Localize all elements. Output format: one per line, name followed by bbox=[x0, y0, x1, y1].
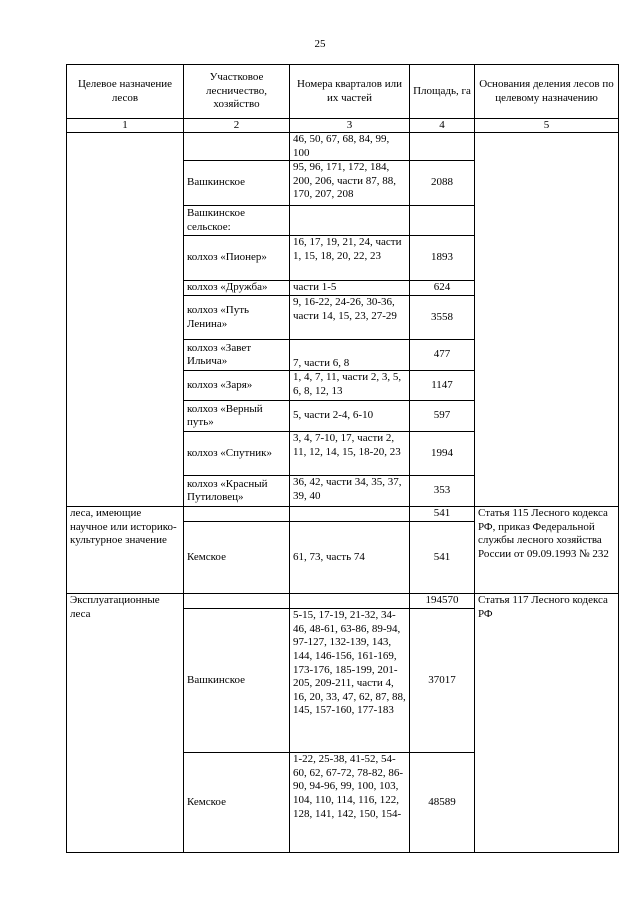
forestry-cell: колхоз «Верный путь» bbox=[184, 401, 290, 432]
area-cell: 1147 bbox=[410, 371, 475, 401]
quarters-cell bbox=[290, 507, 410, 522]
quarters-cell: 9, 16-22, 24-26, 30-36, части 14, 15, 23, 27-29 bbox=[290, 296, 410, 340]
header-forestry: Участковое лесничество, хозяйство bbox=[184, 65, 290, 119]
header-quarters: Номера кварталов или их частей bbox=[290, 65, 410, 119]
forestry-cell: Вашкинское сельское: bbox=[184, 206, 290, 236]
basis-cell-continued bbox=[475, 133, 619, 507]
forestry-cell: колхоз «Заря» bbox=[184, 371, 290, 401]
area-cell: 1994 bbox=[410, 432, 475, 476]
purpose-cell: Эксплуатационные леса bbox=[67, 594, 184, 853]
forest-purpose-table bbox=[66, 64, 619, 853]
column-number: 3 bbox=[290, 119, 410, 133]
forestry-cell: колхоз «Спутник» bbox=[184, 432, 290, 476]
forestry-cell bbox=[184, 507, 290, 522]
forestry-cell: колхоз «Пионер» bbox=[184, 236, 290, 281]
quarters-cell: 3, 4, 7-10, 17, части 2, 11, 12, 14, 15, 18-20, 23 bbox=[290, 432, 410, 476]
forestry-cell bbox=[184, 133, 290, 161]
area-cell: 1893 bbox=[410, 236, 475, 281]
header-row bbox=[67, 65, 619, 119]
header-basis: Основания деления лесов по целевому назначению bbox=[475, 65, 619, 119]
purpose-cell-continued bbox=[67, 133, 184, 507]
area-cell: 477 bbox=[410, 340, 475, 371]
quarters-cell: 16, 17, 19, 21, 24, части 1, 15, 18, 20, 22, 23 bbox=[290, 236, 410, 281]
purpose-cell: леса, имеющие научное или историко-культурное значение bbox=[67, 507, 184, 594]
forestry-cell: Кемское bbox=[184, 522, 290, 594]
quarters-cell: 1, 4, 7, 11, части 2, 3, 5, 6, 8, 12, 13 bbox=[290, 371, 410, 401]
page-number: 25 bbox=[314, 38, 326, 50]
area-cell: 353 bbox=[410, 476, 475, 507]
area-cell: 37017 bbox=[410, 609, 475, 753]
area-total-cell: 194570 bbox=[410, 594, 475, 609]
area-cell bbox=[410, 133, 475, 161]
table-row bbox=[67, 507, 619, 522]
area-cell: 2088 bbox=[410, 161, 475, 206]
forestry-cell: колхоз «Дружба» bbox=[184, 281, 290, 296]
basis-cell: Статья 117 Лесного кодекса РФ bbox=[475, 594, 619, 853]
area-cell: 3558 bbox=[410, 296, 475, 340]
column-number: 4 bbox=[410, 119, 475, 133]
area-total-cell: 541 bbox=[410, 507, 475, 522]
quarters-cell bbox=[290, 594, 410, 609]
forestry-cell: Кемское bbox=[184, 753, 290, 853]
quarters-cell: части 1-5 bbox=[290, 281, 410, 296]
quarters-cell: 1-22, 25-38, 41-52, 54-60, 62, 67-72, 78-82, 86-90, 94-96, 99, 100, 103, 104, 110, 114, 116, 122, 128, 141, 142, 150, 154- bbox=[290, 753, 410, 853]
column-number-row bbox=[67, 119, 619, 133]
quarters-cell: 36, 42, части 34, 35, 37, 39, 40 bbox=[290, 476, 410, 507]
forestry-cell: колхоз «Завет Ильича» bbox=[184, 340, 290, 371]
area-cell: 48589 bbox=[410, 753, 475, 853]
quarters-cell bbox=[290, 206, 410, 236]
table-row bbox=[67, 594, 619, 609]
area-cell: 624 bbox=[410, 281, 475, 296]
forestry-cell: Вашкинское bbox=[184, 609, 290, 753]
column-number: 1 bbox=[67, 119, 184, 133]
quarters-cell: 46, 50, 67, 68, 84, 99, 100 bbox=[290, 133, 410, 161]
quarters-cell: 7, части 6, 8 bbox=[290, 340, 410, 371]
quarters-cell: 95, 96, 171, 172, 184, 200, 206, части 87, 88, 170, 207, 208 bbox=[290, 161, 410, 206]
header-area: Площадь, га bbox=[410, 65, 475, 119]
area-cell bbox=[410, 206, 475, 236]
basis-cell: Статья 115 Лесного кодекса РФ, приказ Федеральной службы лесного хозяйства России от 09.09.1993 № 232 bbox=[475, 507, 619, 594]
forestry-cell bbox=[184, 594, 290, 609]
quarters-cell: 5, части 2-4, 6-10 bbox=[290, 401, 410, 432]
quarters-cell: 5-15, 17-19, 21-32, 34-46, 48-61, 63-86, 89-94, 97-127, 132-139, 143, 144, 146-156, 161-169, 173-176, 185-199, 201-205, 209-211, части 4, 16, 20, 33, 47, 62, 87, 88, 145, 157-160, 177-183 bbox=[290, 609, 410, 753]
forestry-cell: колхоз «Путь Ленина» bbox=[184, 296, 290, 340]
column-number: 2 bbox=[184, 119, 290, 133]
forestry-cell: Вашкинское bbox=[184, 161, 290, 206]
table-row bbox=[67, 133, 619, 161]
column-number: 5 bbox=[475, 119, 619, 133]
area-cell: 597 bbox=[410, 401, 475, 432]
header-purpose: Целевое назначение лесов bbox=[67, 65, 184, 119]
quarters-cell: 61, 73, часть 74 bbox=[290, 522, 410, 594]
forestry-cell: колхоз «Красный Путиловец» bbox=[184, 476, 290, 507]
area-cell: 541 bbox=[410, 522, 475, 594]
